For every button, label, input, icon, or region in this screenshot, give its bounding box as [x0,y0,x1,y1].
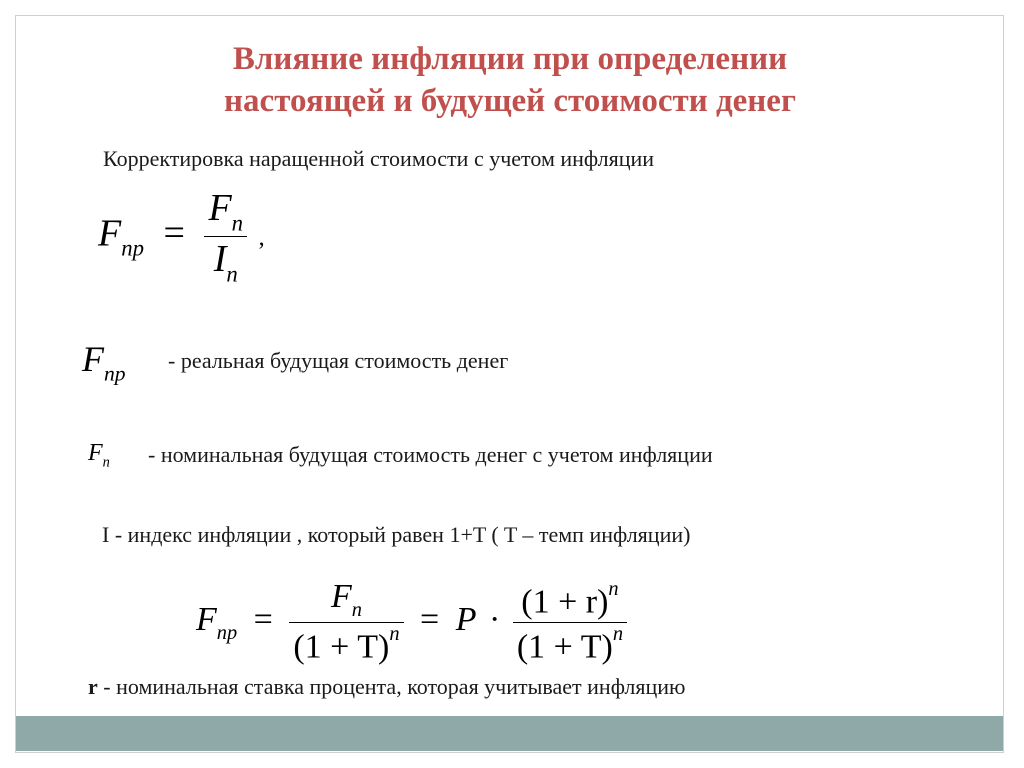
formula2-fraction-2-denominator [513,623,627,666]
formula2-num2-exp: n [608,578,619,601]
formula2-den2-base: (1 + T) [516,628,613,666]
formula2-fraction-1-numerator [289,578,403,623]
inflation-index-description: I - индекс инфляции , который равен 1+T ( T – темп инфляции) [102,522,691,547]
formula2-num1-symbol: F [330,578,352,615]
formula2-den1-exp: n [389,623,400,646]
formula2-fraction-1-denominator [289,623,403,666]
formula2-p-symbol: P [455,601,477,639]
formula2-den2-exp: n [612,622,624,645]
slide-title [60,38,960,122]
formula2-num2-base: (1 + r) [521,583,609,621]
real-fv-symbol [82,338,126,387]
real-fv-symbol-sub: np [104,361,126,386]
real-fv-symbol-letter: F [82,339,104,379]
formula1-lhs-sub: np [121,235,145,261]
formula1-fraction [204,186,247,288]
formula-real-fv-expanded [196,578,627,667]
bottom-band [16,716,1003,751]
nominal-fv-symbol-sub: n [102,454,110,471]
formula2-equals-1: = [253,601,273,639]
rate-description-text: - номинальная ставка процента, которая учитывает инфляцию [97,674,686,699]
formula1-lhs-symbol: F [98,212,122,255]
formula1-den-symbol: I [213,238,227,281]
formula1-num-symbol: F [208,187,232,229]
formula2-den1-base: (1 + T) [293,628,390,666]
formula1-num-sub: n [231,210,244,236]
nominal-fv-description: - номинальная будущая стоимость денег с учетом инфляции [148,442,713,467]
title-line-1: Влияние инфляции при определении [232,41,788,77]
title-line-2: настоящей и будущей стоимости денег [224,83,796,119]
rate-description [88,674,686,700]
formula2-num1-sub: n [351,599,362,622]
formula2-fraction-2-numerator [513,578,627,622]
formula2-equals-2: = [420,601,440,639]
formula1-denominator [204,237,247,287]
nominal-fv-symbol [88,440,110,471]
formula1-numerator [204,186,247,237]
formula-real-fv [98,186,265,288]
formula2-lhs-sub: np [216,622,238,645]
subtitle: Корректировка наращенной стоимости с учетом инфляции [103,146,655,171]
real-fv-description: - реальная будущая стоимость денег [168,348,509,373]
formula2-fraction-1 [289,578,403,667]
nominal-fv-symbol-letter: F [88,440,103,466]
rate-symbol: r [88,674,98,699]
formula2-dot: · [489,601,501,639]
formula2-fraction-2 [513,578,627,666]
formula1-comma: , [258,225,265,252]
formula1-equals: = [163,212,185,255]
formula1-den-sub: n [226,261,238,287]
formula2-lhs-symbol: F [196,601,217,639]
